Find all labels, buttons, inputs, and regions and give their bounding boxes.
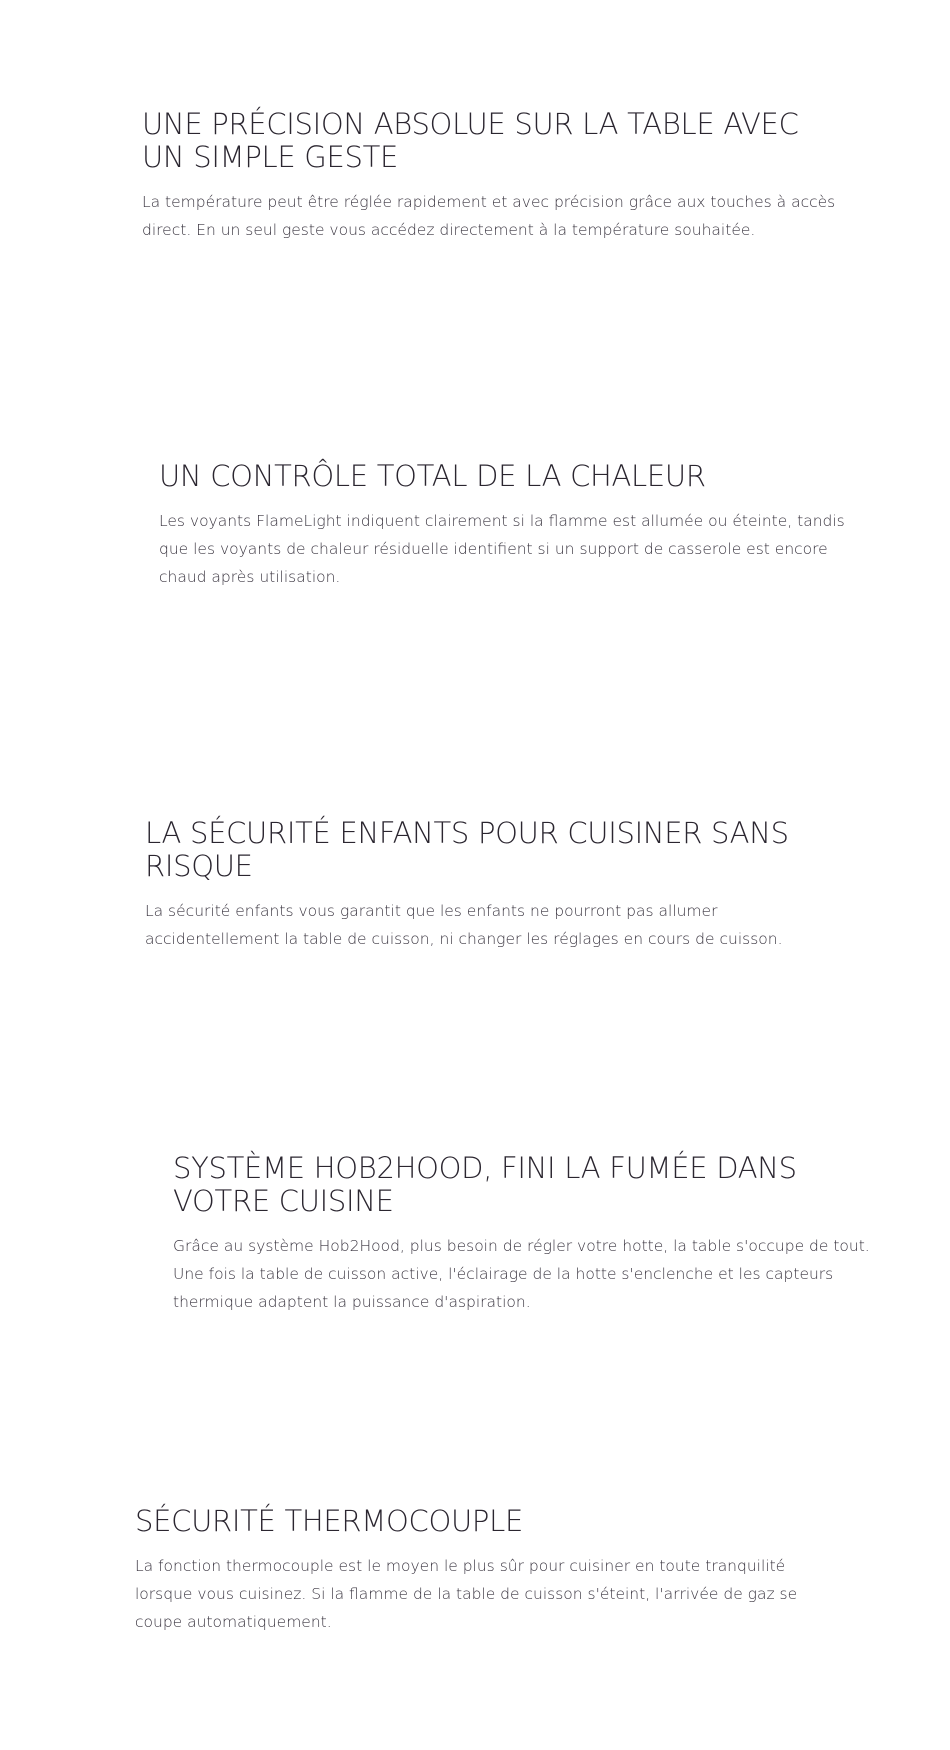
feature-description: Grâce au système Hob2Hood, plus besoin de régler votre hotte, la table s'occupe de tout. Une fois la table de cuisson active, l'éclairage de la hotte s'enclenche et les capteurs thermique adaptent la puissance d'aspiration. xyxy=(173,1237,870,1311)
feature-description: La sécurité enfants vous garantit que les enfants ne pourront pas allumer accidentellement la table de cuisson, ni changer les réglages en cours de cuisson. xyxy=(145,902,783,948)
feature-description: La fonction thermocouple est le moyen le plus sûr pour cuisiner en toute tranquilité lorsque vous cuisinez. Si la flamme de la table de cuisson s'éteint, l'arrivée de gaz se coupe automatiquement. xyxy=(135,1557,798,1631)
feature-title: UNE PRÉCISION ABSOLUE SUR LA TABLE AVEC UN SIMPLE GESTE xyxy=(142,107,799,174)
feature-block-thermocouple xyxy=(135,1505,835,1636)
feature-block-precision xyxy=(142,108,842,244)
feature-description: Les voyants FlameLight indiquent clairement si la flamme est allumée ou éteinte, tandis que les voyants de chaleur résiduelle identifient si un support de casserole est encore chaud après utilisation. xyxy=(159,512,845,586)
feature-title: SYSTÈME HOB2HOOD, FINI LA FUMÉE DANS VOTRE CUISINE xyxy=(173,1151,797,1218)
feature-title: SÉCURITÉ THERMOCOUPLE xyxy=(135,1504,523,1538)
feature-block-hob2hood xyxy=(173,1152,873,1316)
feature-block-child-lock xyxy=(145,817,845,953)
feature-title: UN CONTRÔLE TOTAL DE LA CHALEUR xyxy=(159,459,706,493)
feature-title: LA SÉCURITÉ ENFANTS POUR CUISINER SANS RISQUE xyxy=(145,816,789,883)
feature-description: La température peut être réglée rapidement et avec précision grâce aux touches à accès direct. En un seul geste vous accédez directement à la température souhaitée. xyxy=(142,193,836,239)
feature-block-heat-control xyxy=(159,460,859,591)
